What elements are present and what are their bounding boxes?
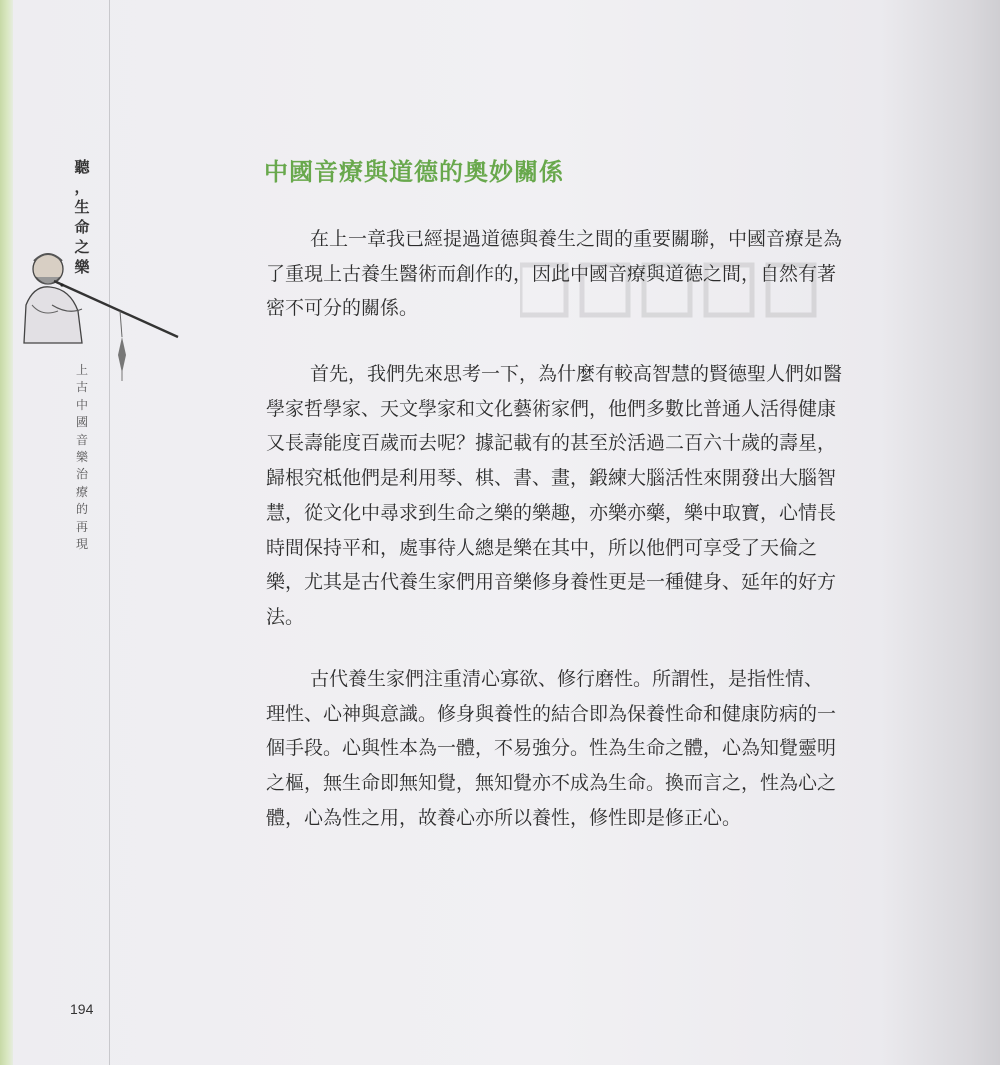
paragraph-line: 樂，尤其是古代養生家們用音樂修身養性更是一種健身、延年的好方 [266, 571, 837, 594]
margin-rule [109, 0, 110, 1065]
paragraph-line: 在上一章我已經提過道德與養生之間的重要關聯，中國音療是為 [310, 228, 843, 250]
paragraph-line: 慧，從文化中尋求到生命之樂的樂趣，亦樂亦藥，樂中取寶，心情長 [266, 501, 837, 524]
chapter-title-vertical: 上 古 中 國 音 樂 治 療 的 再 現 [75, 363, 88, 552]
paragraph-line: 首先，我們先來思考一下，為什麼有較高智慧的賢德聖人們如醫 [310, 363, 843, 385]
page-number: 194 [70, 1001, 94, 1017]
green-edge-strip [0, 0, 13, 1065]
paragraph-3 [266, 662, 916, 836]
paragraph-line: 時間保持平和，處事待人總是樂在其中，所以他們可享受了天倫之 [266, 536, 818, 559]
book-title-vertical: 聽 ， 生 命 之 樂 [74, 158, 90, 276]
paragraph-1 [266, 222, 916, 326]
paragraph-line: 古代養生家們注重清心寡欲、修行磨性。所謂性，是指性情、 [310, 668, 824, 690]
paragraph-2 [266, 357, 916, 635]
paragraph-line: 了重現上古養生醫術而創作的，因此中國音療與道德之間，自然有著 [266, 262, 837, 285]
paragraph-line: 體，心為性之用，故養心亦所以養性，修性即是修正心。 [266, 806, 742, 829]
paragraph-line: 密不可分的關係。 [266, 297, 419, 320]
paragraph-line: 法。 [266, 605, 305, 628]
paragraph-line: 學家哲學家、天文學家和文化藝術家們，他們多數比普通人活得健康 [266, 397, 837, 420]
section-heading: 中國音療與道德的奧妙關係 [264, 157, 564, 186]
paragraph-line: 之樞，無生命即無知覺，無知覺亦不成為生命。換而言之，性為心之 [266, 772, 837, 795]
paragraph-line: 個手段。心與性本為一體，不易強分。性為生命之體，心為知覺靈明 [266, 737, 837, 760]
paragraph-line: 歸根究柢他們是利用琴、棋、書、畫，鍛練大腦活性來開發出大腦智 [266, 467, 837, 490]
flute-player-illustration [12, 245, 184, 385]
paragraph-line: 理性、心神與意識。修身與養性的結合即為保養性命和健康防病的一 [266, 702, 837, 725]
paragraph-line: 又長壽能度百歲而去呢？據記載有的甚至於活過二百六十歲的壽星， [266, 432, 837, 455]
